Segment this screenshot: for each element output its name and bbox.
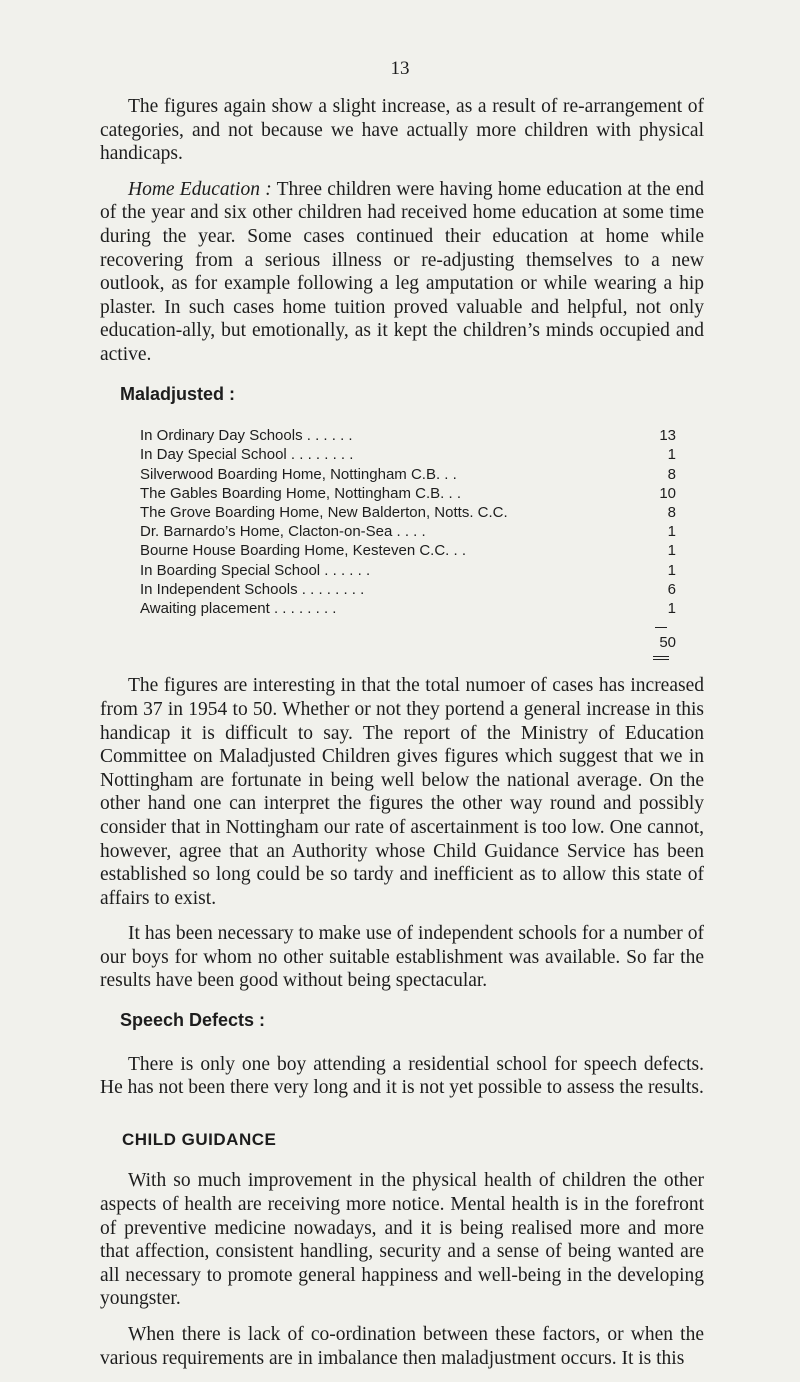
document-body <box>100 95 704 1382</box>
page-number: 13 <box>390 58 410 79</box>
row-label: Dr. Barnardo’s Home, Clacton-on-Sea . . . . <box>140 523 426 541</box>
heading-maladjusted: Maladjusted : <box>120 383 236 404</box>
table-row <box>140 580 676 599</box>
row-label: In Independent Schools . . . . . . . . <box>140 580 365 598</box>
table-row <box>140 465 676 484</box>
table-row <box>140 561 676 580</box>
paragraph-mental-health: With so much improvement in the physical health of children the other aspects of health are receiving more notice. Mental health is in the forefront of preventive medicine nowadays, and it is being realised more and more that affection, consistent handling, security and a sense of being wanted are all necessary to promote general happiness and well-being in the developing youngster. <box>100 1170 704 1310</box>
table-row <box>140 503 676 522</box>
table-row <box>140 445 676 464</box>
row-label: In Day Special School . . . . . . . . <box>140 446 354 464</box>
paragraph-coordination: When there is lack of co-ordination between these factors, or when the various requirements are in imbalance then maladjustment occurs. It is this <box>100 1324 704 1369</box>
table-total: 50 <box>659 634 676 652</box>
row-value: 13 <box>659 427 676 445</box>
total-double-rule <box>653 656 669 660</box>
table-row <box>140 599 676 618</box>
row-label: In Boarding Special School . . . . . . <box>140 561 371 579</box>
row-value: 1 <box>667 523 676 541</box>
heading-speech-defects: Speech Defects : <box>120 1010 266 1031</box>
paragraph-independent-schools: It has been necessary to make use of independent schools for a number of our boys for whom no other suitable establishment was available. So far the results have been good without being spectacular. <box>100 923 704 992</box>
table-row <box>140 484 676 503</box>
row-label: In Ordinary Day Schools . . . . . . <box>140 427 353 445</box>
row-value: 6 <box>667 580 676 598</box>
home-education-lead: Home Education : <box>128 178 272 200</box>
row-value: 1 <box>667 542 676 560</box>
row-value: 1 <box>667 561 676 579</box>
row-label: Bourne House Boarding Home, Kesteven C.C. . . <box>140 542 467 560</box>
row-label: Awaiting placement . . . . . . . . <box>140 599 337 617</box>
row-label: The Gables Boarding Home, Nottingham C.B. . . <box>140 484 461 502</box>
row-label: Silverwood Boarding Home, Nottingham C.B. . . <box>140 465 457 483</box>
total-rule <box>655 627 667 628</box>
row-value: 10 <box>659 484 676 502</box>
row-value: 1 <box>667 599 676 617</box>
home-education-text: Three children were having home education at the end of the year and six other children had received home education at some time during the year. Some cases continued their education at home while recovering from a serious illness or re-adjusting themselves to a new outlook, as for example following a leg amputation or while wearing a hip plaster. In such cases home tuition proved valuable and helpful, not only education-ally, but emotionally, as it kept the children’s minds occupied and active. <box>100 178 704 365</box>
row-value: 8 <box>667 503 676 521</box>
row-value: 8 <box>667 465 676 483</box>
maladjusted-table <box>140 426 676 660</box>
paragraph-maladjusted-figures: The figures are interesting in that the total numoer of cases has increased from 37 in 1954 to 50. Whether or not they portend a general increase in this handicap it is difficult to say. The report of the Ministry of Education Committee on Maladjusted Children gives figures which suggest that we in Nottingham are fortunate in being well below the national average. On the other hand one can interpret the figures the other way round and possibly consider that in Nottingham our rate of ascertainment is too low. One cannot, however, agree that an Authority whose Child Guidance Service has been established so long could be so tardy and inefficient as to allow this state of affairs to exist. <box>100 675 704 909</box>
row-label: The Grove Boarding Home, New Balderton, Notts. C.C. <box>140 503 508 521</box>
table-row <box>140 541 676 560</box>
table-row <box>140 426 676 445</box>
row-value: 1 <box>667 446 676 464</box>
heading-child-guidance: CHILD GUIDANCE <box>122 1129 277 1149</box>
table-row <box>140 522 676 541</box>
paragraph-physical-handicaps: The figures again show a slight increase, as a result of re-arrangement of categories, and not because we have actually more children with physical handicaps. <box>100 96 704 165</box>
paragraph-home-education <box>100 178 704 367</box>
table-total-row <box>140 618 676 660</box>
paragraph-speech-defects: There is only one boy attending a residential school for speech defects. He has not been there very long and it is not yet possible to assess the results. <box>100 1053 704 1099</box>
